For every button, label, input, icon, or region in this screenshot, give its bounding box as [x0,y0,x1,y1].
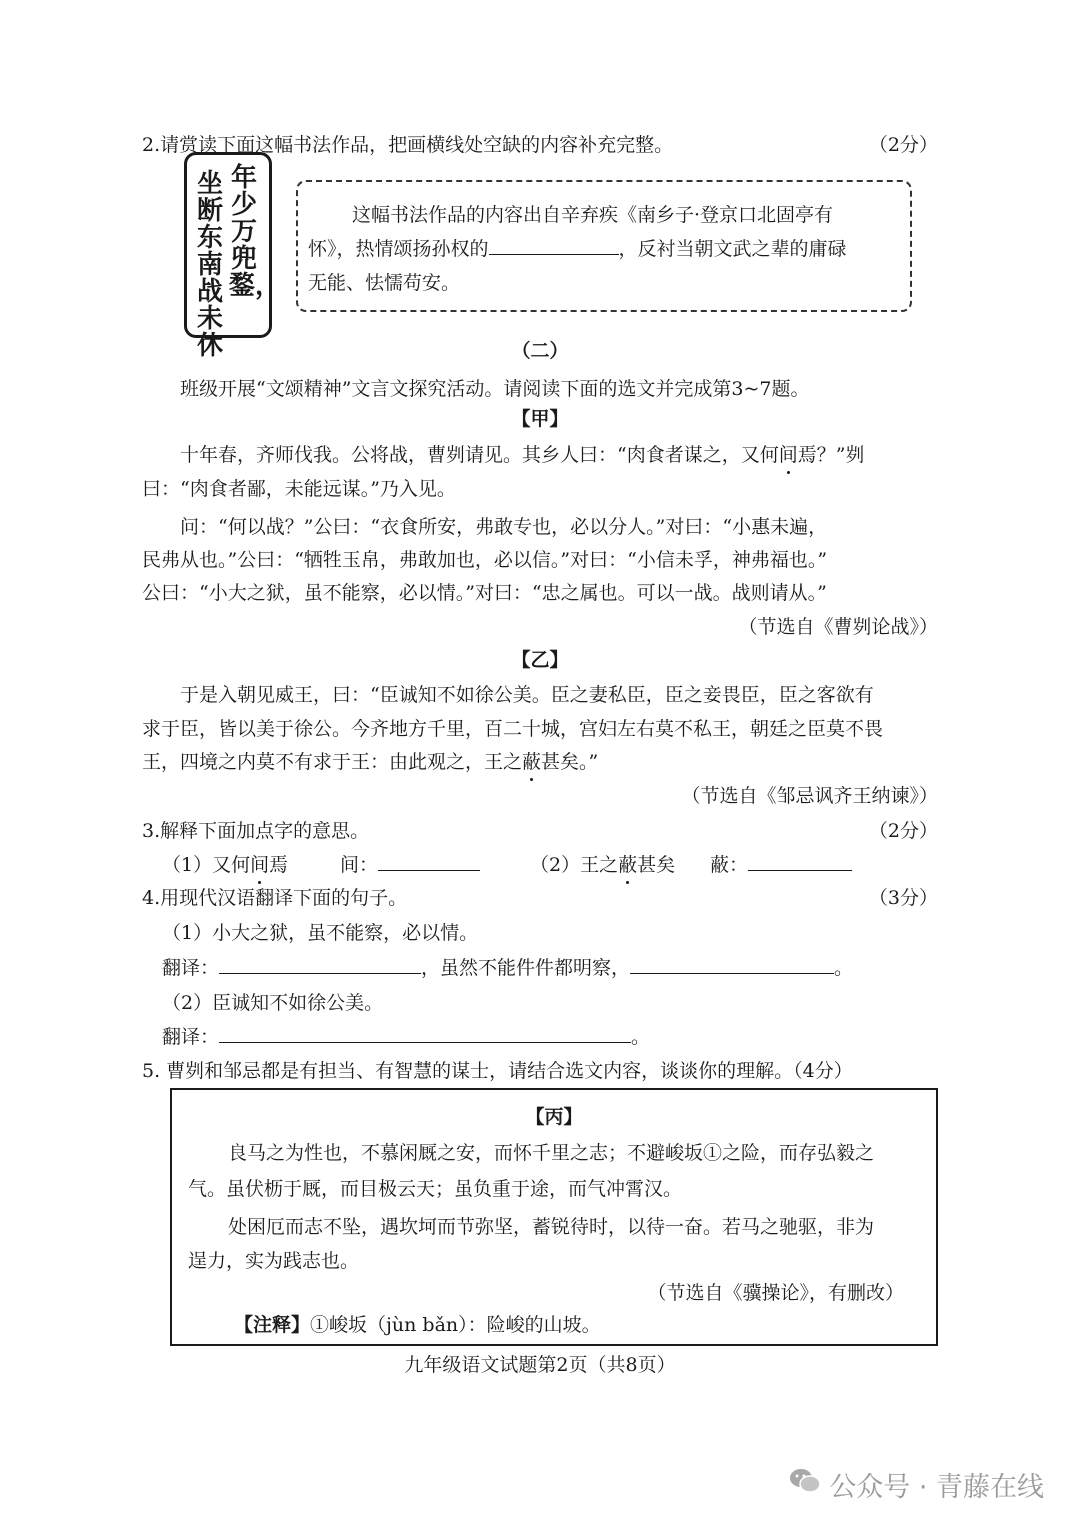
q4-t1-middle: ，虽然不能件件都明察， [421,957,631,979]
yi-label: 【乙】 [511,649,569,671]
q2-dashed-box [296,180,912,312]
bing-source: （节选自《骥操论》，有删改） [647,1282,904,1304]
page-footer: 九年级语文试题第2页（共8页） [404,1354,676,1376]
q3-item1-blank[interactable] [378,852,480,871]
jia-dotted-char: 间 [779,440,798,467]
section-title: （二） [511,340,569,362]
q4-t1-blank1[interactable] [219,955,421,974]
q4-t2-blank[interactable] [219,1024,631,1043]
calligraphy-artwork [184,152,282,361]
q2-box-line3: 无能、怯懦苟安。 [308,272,461,294]
section-intro: 班级开展“文颂精神”文言文探究活动。请阅读下面的选文并完成第3~7题。 [180,378,810,400]
q3-stem: 3.解释下面加点字的意思。 [142,820,370,842]
q3-item1-label: 间： [340,854,379,876]
q3-score: （2分） [868,820,938,842]
jia-line5: 公曰：“小大之狱，虽不能察，必以情。”对曰：“忠之属也。可以一战。战则请从。” [142,582,827,604]
q4-stem: 4.用现代汉语翻译下面的句子。 [142,887,408,909]
yi-source: （节选自《邹忌讽齐王纳谏》） [681,785,938,807]
q3-item2-dotted: 蔽 [618,850,637,877]
q2-stem: 2.请赏读下面这幅书法作品，把画横线处空缺的内容补充完整。 [142,134,674,156]
jia-label: 【甲】 [511,408,569,430]
yi-line3a: 王，四境之内莫不有求于王：由此观之，王之 [142,751,523,773]
calligraphy-col-right: 年少万兜鍪， [229,163,282,301]
watermark-text: 公众号 · 青藤在线 [829,1472,1044,1503]
jia-line1c: 焉？”刿 [797,444,865,466]
q4-t1-blank2[interactable] [630,955,834,974]
bing-line1: 良马之为性也，不慕闲厩之安，而怀千里之志；不避峻坂①之险，而存弘毅之 [228,1142,875,1164]
q3-item2a: （2）王之 [530,854,619,876]
q4-t1-label: 翻译： [162,957,220,979]
q2-answer-blank[interactable] [489,236,619,255]
yi-line2: 求于臣，皆以美于徐公。今齐地方千里，百二十城，宫妇左右莫不私王，朝廷之臣莫不畏 [142,718,884,740]
bing-line2: 气。虽伏枥于厩，而目极云天；虽负重于途，而气冲霄汉。 [188,1178,683,1200]
q4-t2-label: 翻译： [162,1026,220,1048]
q2-box-line2a: 怀》，热情颂扬孙权的 [308,238,489,260]
watermark [789,1465,1044,1504]
yi-dotted-char: 蔽 [522,747,541,774]
q4-t2-end: 。 [631,1026,651,1048]
q3-item1-dotted: 间 [250,850,269,877]
wechat-icon [789,1467,821,1502]
q3-item2c: 甚矣 [637,854,676,876]
yi-line1: 于是入朝见威王，曰：“臣诚知不如徐公美。臣之妻私臣，臣之妾畏臣，臣之客欲有 [180,684,874,706]
jia-line3: 问：“何以战？”公曰：“衣食所安，弗敢专也，必以分人。”对曰：“小惠未遍， [180,516,828,538]
bing-box [170,1088,938,1346]
bing-note-text: ①峻坂（jùn bǎn）：险峻的山坡。 [310,1314,601,1336]
q4-sentence2: （2）臣诚知不如徐公美。 [162,992,384,1014]
bing-line4: 逞力，实为践志也。 [188,1250,360,1272]
q2-box-line2b: ，反衬当朝文武之辈的庸碌 [618,238,847,260]
q4-sentence1: （1）小大之狱，虽不能察，必以情。 [162,922,479,944]
q2-box-line1: 这幅书法作品的内容出自辛弃疾《南乡子·登京口北固亭有 [352,204,834,226]
bing-label: 【丙】 [525,1106,583,1128]
jia-line4: 民弗从也。”公曰：“牺牲玉帛，弗敢加也，必以信。”对曰：“小信未孚，神弗福也。” [142,549,828,571]
q4-t1-end: 。 [834,957,854,979]
q4-score: （3分） [868,887,938,909]
q3-item1c: 焉 [269,854,289,876]
q5-stem: 5. 曹刿和邹忌都是有担当、有智慧的谋士，请结合选文内容，谈谈你的理解。（4分） [142,1060,853,1082]
q3-item2-label: 蔽： [710,854,749,876]
yi-line3c: 甚矣。” [541,751,599,773]
q3-item1a: （1）又何 [162,854,251,876]
jia-source: （节选自《曹刿论战》） [738,616,938,638]
calligraphy-col-left: 坐断东南战未休 [196,169,223,361]
bing-line3: 处困厄而志不坠，遇坎坷而节弥坚，蓄锐待时，以待一奋。若马之驰驱，非为 [228,1216,875,1238]
jia-line1a: 十年春，齐师伐我。公将战，曹刿请见。其乡人曰：“肉食者谋之，又何 [180,444,779,466]
jia-line2: 曰：“肉食者鄙，未能远谋。”乃入见。 [142,478,456,500]
q2-score: （2分） [868,134,938,156]
bing-note-label: 【注释】 [234,1314,311,1336]
q3-item2-blank[interactable] [748,852,852,871]
